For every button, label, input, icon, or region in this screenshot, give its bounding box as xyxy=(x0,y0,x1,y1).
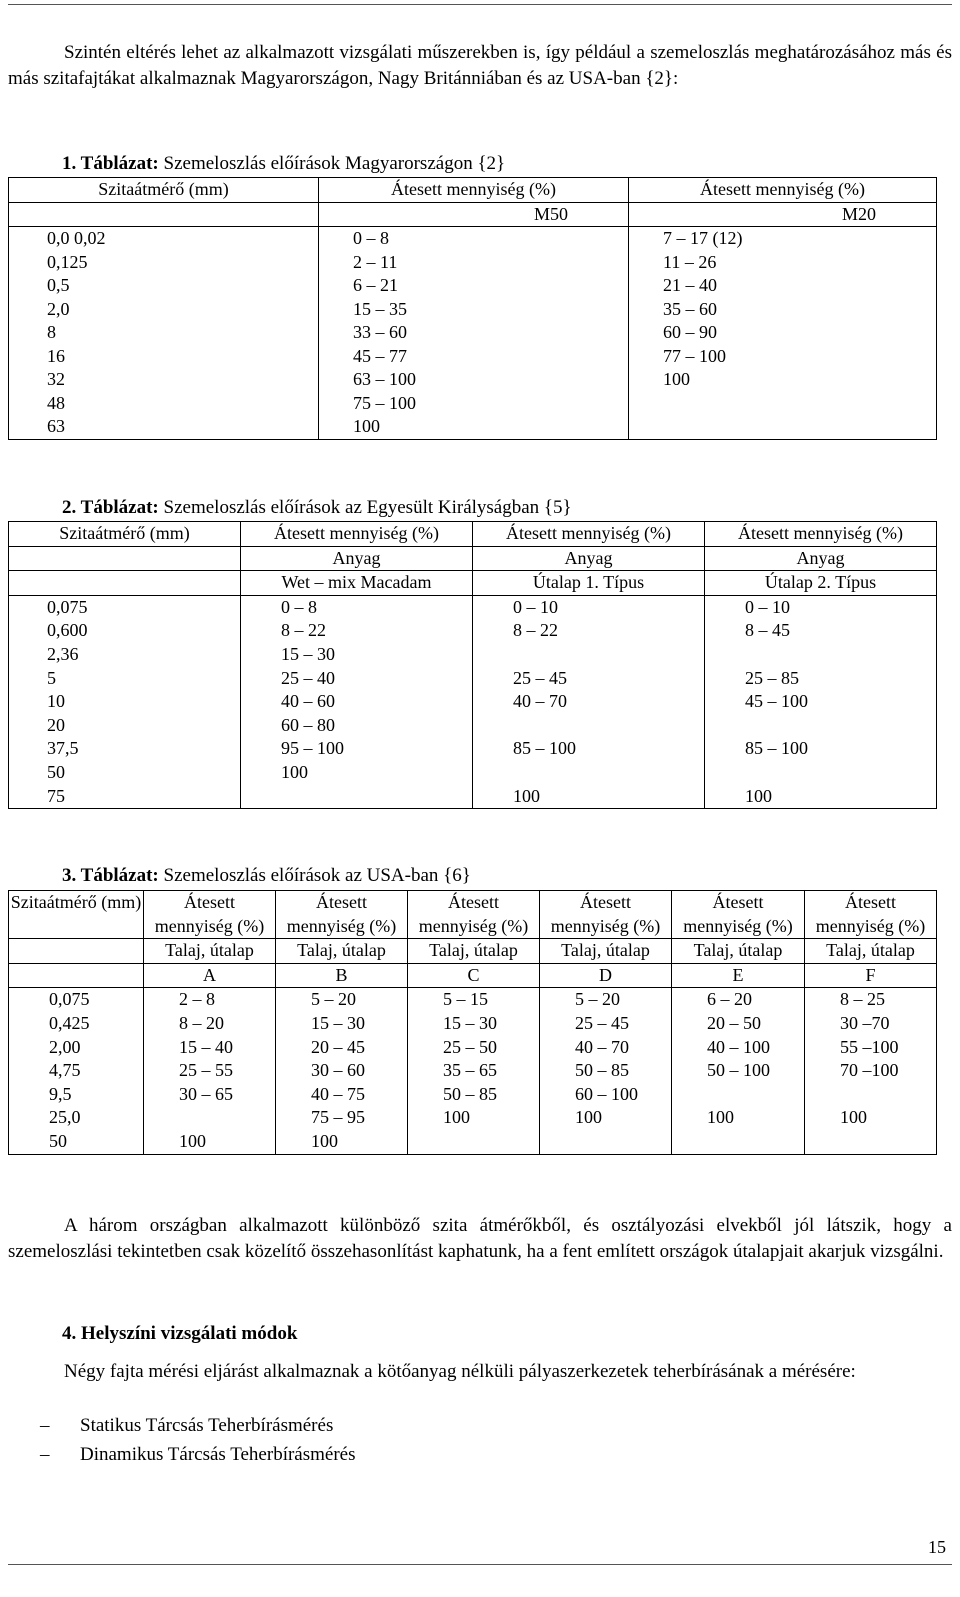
table2-subheader-cell: Útalap 1. Típus xyxy=(473,571,705,596)
table3-cell: 100 xyxy=(540,1106,672,1130)
table2-cell xyxy=(241,785,473,809)
table2-cell: 25 – 40 xyxy=(241,667,473,691)
table2-cell: 25 – 45 xyxy=(473,667,705,691)
table1-cell: 7 – 17 (12) xyxy=(629,227,937,251)
table2-cell xyxy=(705,714,937,738)
table1-cell: 100 xyxy=(319,415,629,439)
section4-text: Négy fajta mérési eljárást alkalmaznak a kötőanyag nélküli pályaszerkezetek teherbírásának a mérésére: xyxy=(64,1361,856,1382)
table3-cell xyxy=(540,1130,672,1154)
table1-row xyxy=(9,227,937,251)
table3-cell: 5 – 20 xyxy=(276,988,408,1012)
table1-row xyxy=(9,345,937,369)
table1-body xyxy=(9,178,937,440)
table2-cell: 100 xyxy=(473,785,705,809)
table3-cell: 100 xyxy=(144,1130,276,1154)
table2-caption-number: 2. Táblázat: xyxy=(62,497,159,518)
table3-subheader-cell: Talaj, útalap xyxy=(672,939,805,964)
table3-caption xyxy=(62,865,471,887)
table1-cell xyxy=(629,392,937,416)
conclusion-paragraph xyxy=(8,1213,952,1265)
table1-row xyxy=(9,274,937,298)
table3-cell: 6 – 20 xyxy=(672,988,805,1012)
table3-cell: 25 – 45 xyxy=(540,1012,672,1036)
table1-caption-number: 1. Táblázat: xyxy=(62,153,159,174)
dash-bullet: – xyxy=(40,1415,50,1436)
table1-row xyxy=(9,415,937,439)
table3-header-row xyxy=(9,891,937,939)
table2-row xyxy=(9,690,937,714)
table2-subheader-cell: Anyag xyxy=(241,546,473,571)
table2-cell: 60 – 80 xyxy=(241,714,473,738)
table2-cell: 85 – 100 xyxy=(473,737,705,761)
table2-subheader-cell: Anyag xyxy=(705,546,937,571)
table2-subheader-cell xyxy=(9,571,241,596)
table2-subheader-cell: Útalap 2. Típus xyxy=(705,571,937,596)
table1-cell: 45 – 77 xyxy=(319,345,629,369)
table1-cell: 0,125 xyxy=(9,251,319,275)
conclusion-text: A három országban alkalmazott különböző szita átmérőkből, és osztályozási elvekből jól látszik, hogy a szemeloszlási tekintetben csak közelítő összehasonlítást kaphatunk, ha a fent említett országok útalapjait akarjuk vizsgálni. xyxy=(8,1215,952,1262)
table3-header-cell: Átesett mennyiség (%) xyxy=(144,891,276,939)
table2-subheader-cell xyxy=(9,546,241,571)
table2-row xyxy=(9,667,937,691)
table2-cell: 45 – 100 xyxy=(705,690,937,714)
table2-cell: 2,36 xyxy=(9,643,241,667)
table3-subheader-cell xyxy=(9,939,144,964)
table3-cell: 25,0 xyxy=(9,1106,144,1130)
table3-subheader-cell: B xyxy=(276,963,408,988)
table3-caption-number: 3. Táblázat: xyxy=(62,865,159,886)
table1-cell xyxy=(629,415,937,439)
list-item-text: Statikus Tárcsás Teherbírásmérés xyxy=(80,1415,334,1436)
table1-row xyxy=(9,321,937,345)
table3-subheader-cell xyxy=(9,963,144,988)
table2-cell: 8 – 22 xyxy=(241,619,473,643)
table1-cell: 2,0 xyxy=(9,298,319,322)
table1-cell: 0,0 0,02 xyxy=(9,227,319,251)
table2-cell: 0,075 xyxy=(9,595,241,619)
table1-cell: 2 – 11 xyxy=(319,251,629,275)
table3-cell: 0,425 xyxy=(9,1012,144,1036)
table3-cell: 60 – 100 xyxy=(540,1083,672,1107)
table3-row xyxy=(9,1106,937,1130)
table2-cell: 25 – 85 xyxy=(705,667,937,691)
table2-row xyxy=(9,643,937,667)
table1-header-row xyxy=(9,178,937,203)
table3-row xyxy=(9,988,937,1012)
table3-cell: 55 –100 xyxy=(805,1036,937,1060)
table2-cell: 20 xyxy=(9,714,241,738)
table1-row xyxy=(9,298,937,322)
top-rule xyxy=(8,4,952,5)
table2-cell: 100 xyxy=(705,785,937,809)
table2-row xyxy=(9,595,937,619)
table1-cell: 11 – 26 xyxy=(629,251,937,275)
table3-cell: 20 – 45 xyxy=(276,1036,408,1060)
list-item-text: Dinamikus Tárcsás Teherbírásmérés xyxy=(80,1444,356,1465)
table1-header-cell: Átesett mennyiség (%) xyxy=(319,178,629,203)
table2-row xyxy=(9,761,937,785)
section4-paragraph xyxy=(8,1359,952,1385)
table3-cell: 40 – 75 xyxy=(276,1083,408,1107)
table3-cell: 8 – 20 xyxy=(144,1012,276,1036)
table3-cell xyxy=(805,1130,937,1154)
table2-cell: 15 – 30 xyxy=(241,643,473,667)
table3-cell: 25 – 50 xyxy=(408,1036,540,1060)
table1-cell: 21 – 40 xyxy=(629,274,937,298)
table3-cell: 25 – 55 xyxy=(144,1059,276,1083)
table1-cell: 63 – 100 xyxy=(319,368,629,392)
table2-subheader-cell: Wet – mix Macadam xyxy=(241,571,473,596)
table3-cell: 30 – 60 xyxy=(276,1059,408,1083)
table3-cell: 2 – 8 xyxy=(144,988,276,1012)
table2-header-cell: Átesett mennyiség (%) xyxy=(705,522,937,547)
table3-row xyxy=(9,1012,937,1036)
table2-header-row xyxy=(9,522,937,547)
table1-row xyxy=(9,368,937,392)
table2-cell: 40 – 60 xyxy=(241,690,473,714)
table3-cell xyxy=(672,1083,805,1107)
table3-cell: 5 – 20 xyxy=(540,988,672,1012)
table3-body xyxy=(9,891,937,1155)
table1-subheader-cell: M20 xyxy=(629,202,937,227)
table3-cell xyxy=(144,1106,276,1130)
table2-subheader-row xyxy=(9,546,937,571)
table3-subheader-row xyxy=(9,939,937,964)
table2-row xyxy=(9,714,937,738)
table2-cell: 8 – 22 xyxy=(473,619,705,643)
table3-header-cell: Átesett mennyiség (%) xyxy=(540,891,672,939)
table3-cell: 100 xyxy=(805,1106,937,1130)
table3-row xyxy=(9,1130,937,1154)
table2-cell: 37,5 xyxy=(9,737,241,761)
table3-cell: 30 –70 xyxy=(805,1012,937,1036)
table1-cell: 63 xyxy=(9,415,319,439)
table3-caption-text: Szemeloszlás előírások az USA-ban {6} xyxy=(158,865,471,886)
table3-header-cell: Átesett mennyiség (%) xyxy=(805,891,937,939)
table3-cell: 50 – 85 xyxy=(540,1059,672,1083)
table1-cell: 6 – 21 xyxy=(319,274,629,298)
table3-cell: 100 xyxy=(408,1106,540,1130)
table3-cell: 100 xyxy=(672,1106,805,1130)
table1-cell: 0 – 8 xyxy=(319,227,629,251)
table3-cell: 50 – 100 xyxy=(672,1059,805,1083)
table3-cell: 100 xyxy=(276,1130,408,1154)
table3-subheader-cell: Talaj, útalap xyxy=(408,939,540,964)
table2-header-cell: Átesett mennyiség (%) xyxy=(241,522,473,547)
dash-bullet: – xyxy=(40,1444,50,1465)
table1-cell: 8 xyxy=(9,321,319,345)
table1-cell: 32 xyxy=(9,368,319,392)
table1-cell: 48 xyxy=(9,392,319,416)
table1-row xyxy=(9,392,937,416)
list-item xyxy=(40,1411,356,1440)
table3-cell: 20 – 50 xyxy=(672,1012,805,1036)
table2-caption-text: Szemeloszlás előírások az Egyesült Királyságban {5} xyxy=(158,497,572,518)
table3-subheader-cell: Talaj, útalap xyxy=(144,939,276,964)
table3-row xyxy=(9,1083,937,1107)
table2-subheader-row xyxy=(9,571,937,596)
table3-row xyxy=(9,1036,937,1060)
table3-cell: 75 – 95 xyxy=(276,1106,408,1130)
table3-cell: 30 – 65 xyxy=(144,1083,276,1107)
table1-header-cell: Szitaátmérő (mm) xyxy=(9,178,319,203)
table3-header-cell: Átesett mennyiség (%) xyxy=(276,891,408,939)
table1-cell: 77 – 100 xyxy=(629,345,937,369)
table2-cell: 8 – 45 xyxy=(705,619,937,643)
table2-cell xyxy=(473,643,705,667)
table2-cell xyxy=(705,761,937,785)
table1-caption-text: Szemeloszlás előírások Magyarországon {2} xyxy=(158,153,506,174)
table2-cell: 50 xyxy=(9,761,241,785)
table3-header-cell: Átesett mennyiség (%) xyxy=(672,891,805,939)
intro-paragraph xyxy=(8,40,952,92)
table3-cell: 40 – 100 xyxy=(672,1036,805,1060)
footer-rule xyxy=(8,1564,952,1565)
table3-cell: 5 – 15 xyxy=(408,988,540,1012)
table2-body xyxy=(9,522,937,809)
table1-subheader-row xyxy=(9,202,937,227)
table2-cell: 0 – 10 xyxy=(705,595,937,619)
table3-subheader-row xyxy=(9,963,937,988)
table3-cell: 50 – 85 xyxy=(408,1083,540,1107)
table3-cell: 15 – 30 xyxy=(408,1012,540,1036)
table2-cell xyxy=(705,643,937,667)
table3-cell xyxy=(408,1130,540,1154)
table2-cell: 75 xyxy=(9,785,241,809)
table3-row xyxy=(9,1059,937,1083)
table3-cell xyxy=(805,1083,937,1107)
table3-cell: 9,5 xyxy=(9,1083,144,1107)
table3-subheader-cell: Talaj, útalap xyxy=(805,939,937,964)
page-number: 15 xyxy=(928,1537,946,1557)
table2-row xyxy=(9,619,937,643)
table1-cell: 75 – 100 xyxy=(319,392,629,416)
table3 xyxy=(8,890,937,1155)
table3-cell: 0,075 xyxy=(9,988,144,1012)
table2-cell: 5 xyxy=(9,667,241,691)
table2-row xyxy=(9,785,937,809)
table3-cell: 40 – 70 xyxy=(540,1036,672,1060)
table2-header-cell: Átesett mennyiség (%) xyxy=(473,522,705,547)
table1-cell: 0,5 xyxy=(9,274,319,298)
section4-heading: 4. Helyszíni vizsgálati módok xyxy=(62,1323,298,1344)
table1-subheader-cell xyxy=(9,202,319,227)
table2 xyxy=(8,521,937,809)
table3-cell: 15 – 30 xyxy=(276,1012,408,1036)
table3-header-cell: Szitaátmérő (mm) xyxy=(9,891,144,939)
table3-cell: 35 – 65 xyxy=(408,1059,540,1083)
table2-cell: 0 – 8 xyxy=(241,595,473,619)
table1-cell: 60 – 90 xyxy=(629,321,937,345)
table1-cell: 33 – 60 xyxy=(319,321,629,345)
table2-caption xyxy=(62,497,572,519)
method-list xyxy=(40,1411,356,1469)
table1 xyxy=(8,177,937,440)
table1-cell: 35 – 60 xyxy=(629,298,937,322)
table2-cell: 100 xyxy=(241,761,473,785)
table3-cell: 50 xyxy=(9,1130,144,1154)
table2-row xyxy=(9,737,937,761)
table2-cell: 0 – 10 xyxy=(473,595,705,619)
table2-cell: 0,600 xyxy=(9,619,241,643)
table2-header-cell: Szitaátmérő (mm) xyxy=(9,522,241,547)
table1-cell: 15 – 35 xyxy=(319,298,629,322)
table2-subheader-cell: Anyag xyxy=(473,546,705,571)
table1-cell: 100 xyxy=(629,368,937,392)
table3-cell: 2,00 xyxy=(9,1036,144,1060)
table3-cell xyxy=(672,1130,805,1154)
table3-subheader-cell: Talaj, útalap xyxy=(276,939,408,964)
table1-row xyxy=(9,251,937,275)
table3-header-cell: Átesett mennyiség (%) xyxy=(408,891,540,939)
table2-cell xyxy=(473,714,705,738)
table3-subheader-cell: A xyxy=(144,963,276,988)
table1-caption xyxy=(62,153,505,175)
table3-subheader-cell: E xyxy=(672,963,805,988)
table3-subheader-cell: Talaj, útalap xyxy=(540,939,672,964)
list-item xyxy=(40,1440,356,1469)
table3-cell: 70 –100 xyxy=(805,1059,937,1083)
table1-cell: 16 xyxy=(9,345,319,369)
table2-cell xyxy=(473,761,705,785)
intro-text: Szintén eltérés lehet az alkalmazott vizsgálati műszerekben is, így például a szemeloszlás meghatározásához más és más szitafajtákat alkalmaznak Magyarországon, Nagy Británniában és az USA-ban {2}: xyxy=(8,42,952,89)
table2-cell: 85 – 100 xyxy=(705,737,937,761)
table3-subheader-cell: F xyxy=(805,963,937,988)
table3-subheader-cell: D xyxy=(540,963,672,988)
table1-subheader-cell: M50 xyxy=(319,202,629,227)
table1-header-cell: Átesett mennyiség (%) xyxy=(629,178,937,203)
table3-subheader-cell: C xyxy=(408,963,540,988)
table2-cell: 40 – 70 xyxy=(473,690,705,714)
table3-cell: 4,75 xyxy=(9,1059,144,1083)
table3-cell: 8 – 25 xyxy=(805,988,937,1012)
table2-cell: 10 xyxy=(9,690,241,714)
table3-cell: 15 – 40 xyxy=(144,1036,276,1060)
table2-cell: 95 – 100 xyxy=(241,737,473,761)
